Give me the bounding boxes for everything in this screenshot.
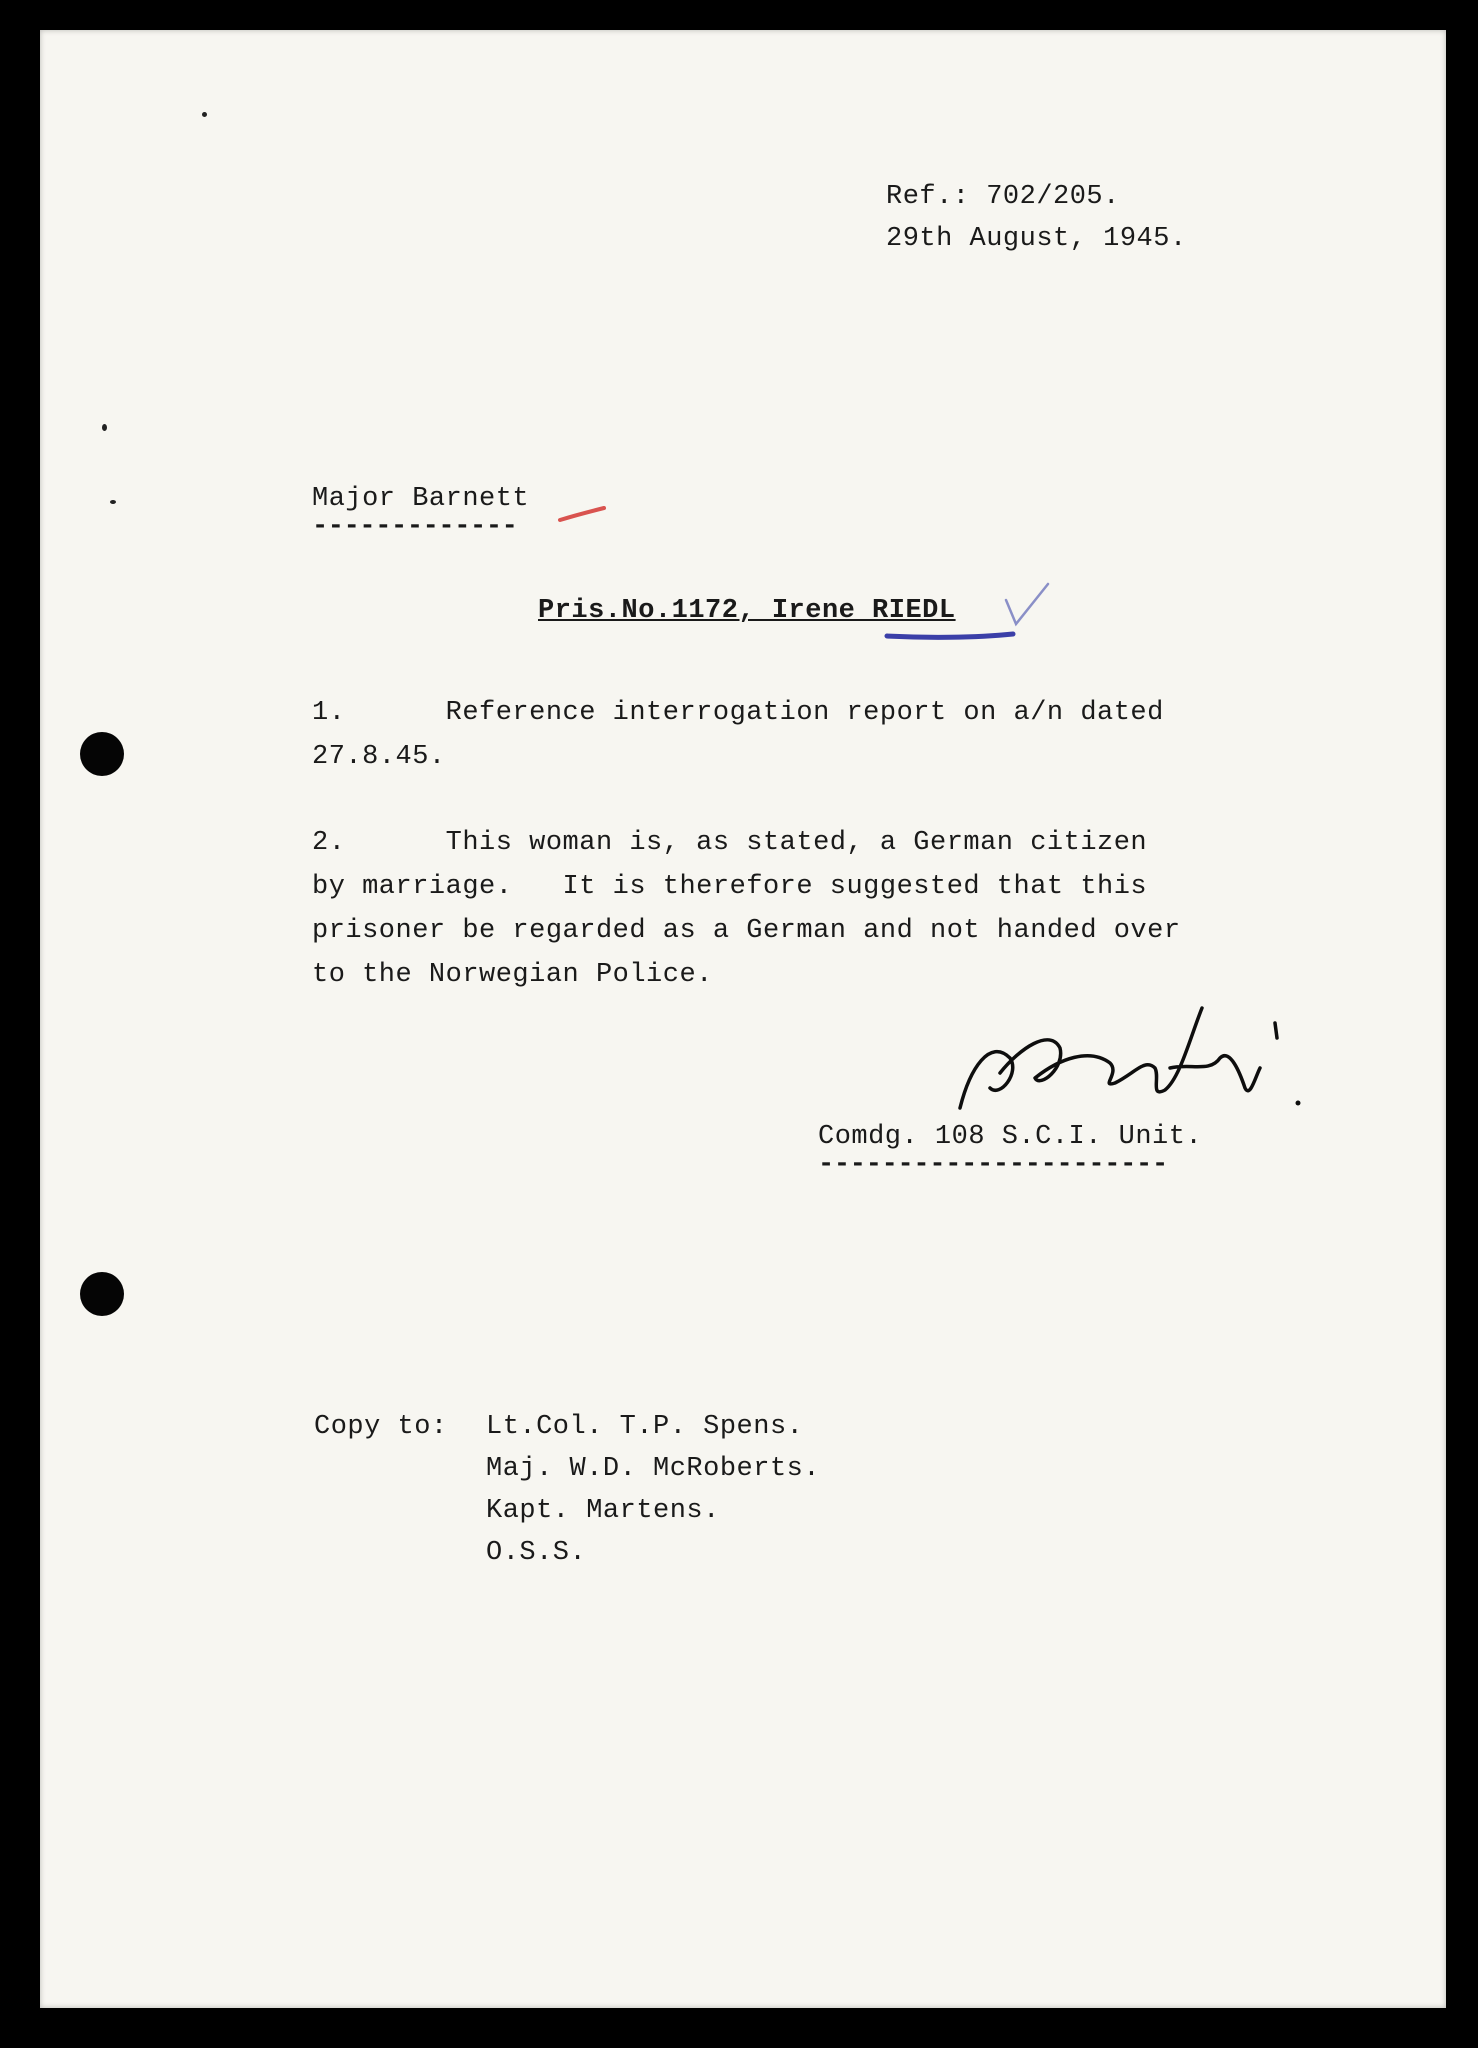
copy-recipient: Maj. W.D. McRoberts.	[486, 1454, 821, 1484]
copy-recipient: O.S.S.	[486, 1538, 587, 1568]
ink-speck	[102, 424, 107, 431]
handwritten-signature	[940, 978, 1300, 1128]
copy-recipient: Lt.Col. T.P. Spens.	[486, 1412, 804, 1442]
paragraph-1-line-1: 1. Reference interrogation report on a/n dated	[312, 698, 1164, 728]
blue-pencil-underline	[885, 628, 1015, 644]
paragraph-1-line-2: 27.8.45.	[312, 742, 446, 772]
signatory-underline: ----------------------	[818, 1150, 1168, 1180]
punch-hole-bottom	[80, 1272, 124, 1316]
copy-to-label: Copy to:	[314, 1412, 448, 1442]
letter-page	[40, 30, 1446, 2008]
subject-line: Pris.No.1172, Irene RIEDL	[538, 596, 956, 626]
reference-number: Ref.: 702/205.	[886, 182, 1120, 212]
addressee-underline: -------------	[312, 512, 518, 542]
paragraph-2-line-4: to the Norwegian Police.	[312, 960, 713, 990]
paragraph-2-line-3: prisoner be regarded as a German and not handed over	[312, 916, 1181, 946]
signatory-title: Comdg. 108 S.C.I. Unit.	[818, 1122, 1203, 1152]
copy-recipient: Kapt. Martens.	[486, 1496, 720, 1526]
ink-speck	[110, 500, 116, 504]
addressee-name: Major Barnett	[312, 484, 530, 514]
checkmark-icon	[1002, 582, 1052, 632]
ink-speck	[202, 112, 207, 117]
paragraph-2-line-1: 2. This woman is, as stated, a German citizen	[312, 828, 1148, 858]
paragraph-2-line-2: by marriage. It is therefore suggested that this	[312, 872, 1148, 902]
red-pencil-mark	[558, 506, 608, 526]
letter-date: 29th August, 1945.	[886, 224, 1187, 254]
punch-hole-top	[80, 732, 124, 776]
